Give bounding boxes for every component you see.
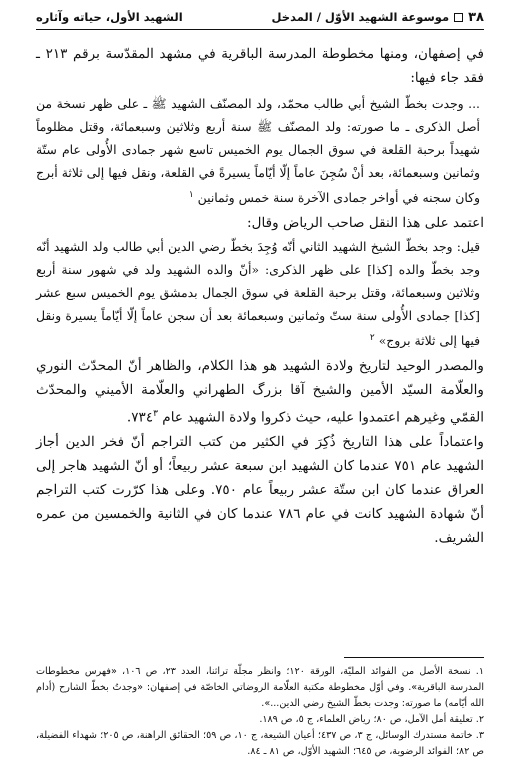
footnotes: [36, 664, 484, 760]
paragraph-1: [36, 42, 484, 90]
footnote-ref-1[interactable]: ١: [188, 190, 194, 200]
paragraph-4-text: واعتماداً على هذا التاريخ ذُكِرَ في الكثير من كتب التراجم أنّ فخر الدين أجاز الشهيد عام ٧٥١ عندما كان الشهيد ابن سبعة عشر ربيعاً؛ أو أنّ الشهيد هاجر إلى العراق عندما كان ابن ستّة عشر ربيعاً عام ٧٥٠. وعلى هذا كرّرت كتب التراجم أنّ شهادة الشهيد كانت في عام ٧٨٦ عندما كان في الثانية والخمسين من عمره الشريف.: [36, 433, 484, 546]
paragraph-2-text: اعتمد على هذا النقل صاحب الرياض وقال:: [246, 215, 484, 232]
paragraph-1-text: في إصفهان، ومنها مخطوطة المدرسة الباقرية في مشهد المقدّسة برقم ٢١٣ ـ فقد جاء فيها:: [36, 46, 484, 86]
quote-1: [36, 92, 484, 209]
page-number: ٣٨: [468, 9, 484, 25]
paragraph-4: [36, 430, 484, 550]
footnote-3: ٣. خاتمة مستدرك الوسائل، ج ٣، ص ٤٣٧؛ أعيان الشيعة، ج ١٠، ص ٥٩؛ الحقائق الراهنة، ص ٢٠٥؛ شهداء الفضيلة، ص ٨٢؛ الفوائد الرضوية، ص ٦٤٥؛ الشهيد الأوّل، ص ٨١ ـ ٨٤.: [36, 730, 484, 757]
footnote-1: ١. نسخة الأصل من الفوائد المليّة، الورقة ١٢٠؛ وانظر مجلّة تراثنا، العدد ٢٣، ص ١٠٦، «فهرس مخطوطات المدرسة الباقرية». وفي أوّل مخطوطة مكتبة العلّامة الروضاتي الخاصّة في إصفهان: «وجدتُ بخطّ الشارح (أدام الله أيّامه) ما صورته: وجدت بخطّ الشيخ رضي الدين...».: [36, 666, 485, 709]
header-right-group: [272, 10, 484, 25]
paragraph-2: [36, 211, 484, 235]
book-title: موسوعة الشهيد الأوّل / المدخل: [271, 10, 450, 24]
paragraph-3: والمصدر الوحيد لتاريخ ولادة الشهيد هو هذا الكلام، والظاهر أنّ المحدّث النوري والعلّامة السيّد الأمين والشيخ آقا بزرگ الطهراني والعلّامة الأميني والمحدّث القمّي وغيرهم اعتمدوا عليه، حيث ذكروا ولادة الشهيد عام ٧٣٤$^٣$.: [36, 358, 484, 426]
main-text: [36, 42, 484, 550]
footnote-ref-2[interactable]: ٢: [369, 333, 375, 344]
page-header: [36, 8, 484, 26]
footnote-ref-3[interactable]: ٣: [153, 409, 158, 420]
footnote-2: ٢. تعليقة أمل الآمل، ص ٨٠؛ رياض العلماء، ج ٥، ص ١٨٩.: [259, 714, 484, 725]
paragraph-3-text: والمصدر الوحيد لتاريخ ولادة الشهيد هو هذا الكلام، والظاهر أنّ المحدّث النوري والعلّامة السيّد الأمين والشيخ آقا بزرگ الطهراني والعلّامة الأميني والمحدّث القمّي وغيرهم اعتمدوا عليه، حيث ذكروا ولادة الشهيد عام ٧٣٤: [36, 358, 484, 426]
square-ornament-icon: [454, 13, 463, 22]
header-divider: [36, 29, 484, 30]
quote-1-text: ... وجدت بخطّ الشيخ أبي طالب محمّد، ولد المصنّف الشهيد ﷺ ـ على ظهر نسخة من أصل الذكرى ـ ما صورته: ولد المصنّف ﷺ سنة أربع وثلاثين وسبعمائة، وقتل مظلوماً شهيداً برحبة القلعة في سوق الجمال يوم الخميس تاسع شهر جمادى الأُولى عام ستّة وثمانين وسبعمائة، بعد أنْ سُجِنَ عاماً إلّا أيّاماً يسيرةً في القلعة، ونقل فيها إلى ثلاثة أبرج وكان سجنه في أواخر جمادى الآخرة سنة خمس وثمانين: [36, 96, 480, 206]
footnote-divider: [344, 657, 484, 658]
chapter-title: الشهيد الأول، حياته وآثاره: [36, 10, 183, 24]
quote-2: [36, 235, 484, 352]
quote-2-text: قيل: وجد بخطّ الشيخ الشهيد الثاني أنّه وُجِدَ بخطّ رضي الدين أبي طالب ولد الشهيد أنّه وجد بخطّ والده [كذا] على ظهر الذكرى: «أنّ والده الشهيد ولد في شهور سنة أربع وثلاثين وسبعمائة، وقتل برحبة القلعة في سوق الجمال بدمشق يوم الخميس سبع عشر [كذا] جمادى الأُولى سنة ستّ وثمانين وسبعمائة بعد أن سجن عاماً إلّا أيّاماً يسيرة ونقل فيها إلى ثلاثة بروج»: [36, 239, 480, 349]
